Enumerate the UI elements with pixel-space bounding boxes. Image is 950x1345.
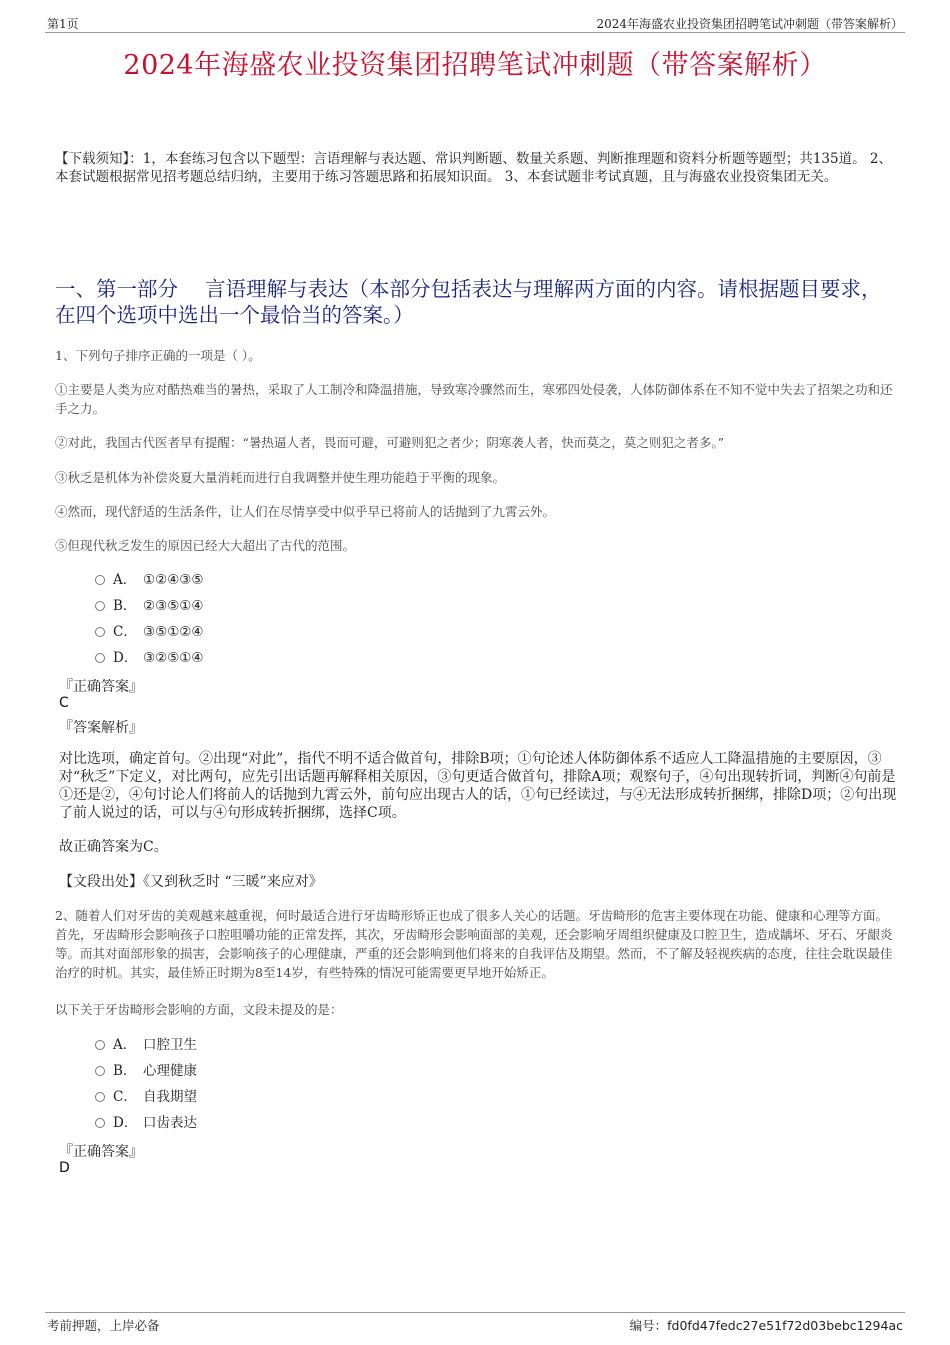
q1-sentence-5: ⑤但现代秋乏发生的原因已经大大超出了古代的范围。 (55, 538, 356, 553)
page-number: 第1页 (47, 17, 79, 31)
q1-sentence-2: ②对此，我国古代医者早有提醒：“暑热逼人者，畏而可避，可避则犯之者少；阴寒袭人者，快而莫之，莫之则犯之者多。” (55, 435, 725, 450)
page-header (45, 14, 905, 33)
radio-icon[interactable] (95, 601, 105, 611)
q2-option-d[interactable]: D． 口齿表达 (95, 1113, 197, 1133)
radio-icon[interactable] (95, 627, 105, 637)
q1-sentence-3: ③秋乏是机体为补偿炎夏大量消耗而进行自我调整并使生理功能趋于平衡的现象。 (55, 470, 506, 485)
radio-icon[interactable] (95, 653, 105, 663)
section-title: 一、第一部分 言语理解与表达（本部分包括表达与理解两方面的内容。请根据题目要求，在四个选项中选出一个最恰当的答案。） (55, 277, 882, 327)
q1-answer: C (59, 695, 69, 711)
q1-conclusion: 故正确答案为C。 (59, 839, 168, 855)
footer-code: 编号：fd0fd47fedc27e51f72d03bebc1294ac (629, 1318, 903, 1333)
q1-analysis: 对比选项，确定首句。②出现“对此”，指代不明不适合做首句，排除B项；①句论述人体防御体系不适应人工降温措施的主要原因，③对“秋乏”下定义，对比两句，应先引出话题再解释相关原因，③句更适合做首句，排除A项；观察句子，④句出现转折词，判断④句前是①还是②，④句讨论人们将前人的话抛到九霄云外，前句应出现古人的话，①句已经读过，与④无法形成转折捆绑，排除D项；②句出现了前人说过的话，可以与④句形成转折捆绑，选择C项。 (59, 751, 897, 821)
radio-icon[interactable] (95, 1118, 105, 1128)
q1-analysis-label: 『答案解析』 (59, 720, 143, 736)
footer-slogan: 考前押题，上岸必备 (47, 1318, 160, 1333)
document-title: 2024年海盛农业投资集团招聘笔试冲刺题（带答案解析） (123, 50, 827, 81)
q2-question: 以下关于牙齿畸形会影响的方面，文段未提及的是： (55, 1002, 343, 1017)
q2-option-b[interactable]: B． 心理健康 (95, 1061, 197, 1081)
q1-sentence-4: ④然而，现代舒适的生活条件，让人们在尽情享受中似乎早已将前人的话抛到了九霄云外。 (55, 504, 556, 519)
q2-answer-label: 『正确答案』 (59, 1144, 143, 1160)
q1-option-d[interactable]: D． ③②⑤①④ (95, 648, 204, 668)
q1-source: 【文段出处】《又到秋乏时 “三暖”来应对》 (59, 874, 323, 890)
download-notice: 【下载须知】：1，本套练习包含以下题型：言语理解与表达题、常识判断题、数量关系题、判断推理题和资料分析题等题型；共135道。 2、本套试题根据常见招考题总结归纳，主要用于练习答题思路和拓展知识面。 3、本套试题非考试真题，且与海盛农业投资集团无关。 (55, 151, 892, 185)
radio-icon[interactable] (95, 1040, 105, 1050)
q2-answer: D (59, 1160, 70, 1176)
q2-option-a[interactable]: A． 口腔卫生 (95, 1035, 197, 1055)
radio-icon[interactable] (95, 1092, 105, 1102)
q1-option-c[interactable]: C． ③⑤①②④ (95, 622, 204, 642)
q1-sentence-1: ①主要是人类为应对酷热难当的暑热，采取了人工制冷和降温措施，导致寒冷骤然而生，寒邪四处侵袭，人体防御体系在不知不觉中失去了招架之功和还手之力。 (55, 382, 893, 416)
radio-icon[interactable] (95, 1066, 105, 1076)
q2-option-c[interactable]: C． 自我期望 (95, 1087, 197, 1107)
q1-option-a[interactable]: A． ①②④③⑤ (95, 570, 204, 590)
page-footer (45, 1312, 905, 1333)
q2-stem: 2、随着人们对牙齿的美观越来越重视，何时最适合进行牙齿畸形矫正也成了很多人关心的话题。牙齿畸形的危害主要体现在功能、健康和心理等方面。首先，牙齿畸形会影响孩子口腔咀嚼功能的正常发挥，其次，牙齿畸形会影响面部的美观，还会影响牙周组织健康及口腔卫生，造成龋坏、牙石、牙龈炎等。而其对面部形象的损害，会影响孩子的心理健康，严重的还会影响到他们将来的自我评估及期望。然而，不了解及轻视疾病的态度，往往会耽误最佳治疗的时机。其实，最佳矫正时期为8至14岁，有些特殊的情况可能需要更早地开始矫正。 (55, 908, 893, 980)
q1-answer-label: 『正确答案』 (59, 679, 143, 695)
q1-stem: 1、下列句子排序正确的一项是（ ）。 (55, 348, 261, 363)
q1-option-b[interactable]: B． ②③⑤①④ (95, 596, 204, 616)
radio-icon[interactable] (95, 575, 105, 585)
header-doc-title: 2024年海盛农业投资集团招聘笔试冲刺题（带答案解析） (596, 17, 903, 31)
